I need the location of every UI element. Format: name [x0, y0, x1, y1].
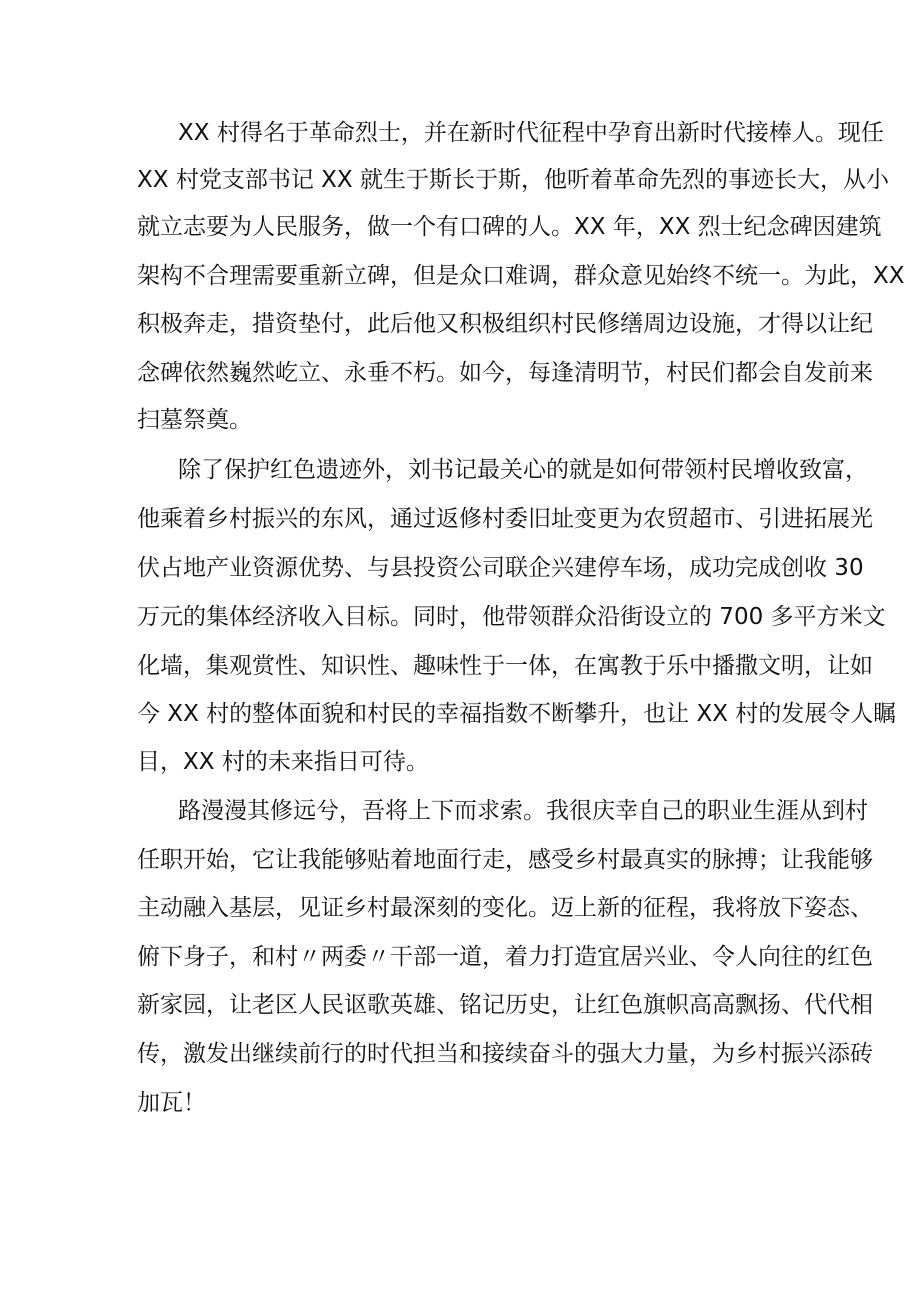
- paragraph-2-line-7: 目，XX 村的未来指日可待。: [137, 749, 429, 775]
- paragraph-3-line-3: 主动融入基层，见证乡村最深刻的变化。迈上新的征程，我将放下姿态、: [137, 895, 873, 921]
- paragraph-2-line-1: 除了保护红色遗迹外，刘书记最关心的就是如何带领村民增收致富，: [178, 457, 868, 483]
- paragraph-1-line-7: 扫墓祭奠。: [137, 407, 252, 433]
- paragraph-3-line-6: 传，激发出继续前行的时代担当和接续奋斗的强大力量，为乡村振兴添砖: [137, 1041, 873, 1067]
- paragraph-1-line-5: 积极奔走，措资垫付，此后他又积极组织村民修缮周边设施，才得以让纪: [137, 311, 873, 337]
- paragraph-2-line-3: 伏占地产业资源优势、与县投资公司联企兴建停车场，成功完成创收 30: [137, 555, 864, 581]
- paragraph-3-line-5: 新家园，让老区人民讴歌英雄、铭记历史，让红色旗帜高高飘扬、代代相: [137, 992, 873, 1018]
- paragraph-1-line-3: 就立志要为人民服务，做一个有口碑的人。XX 年，XX 烈士纪念碑因建筑: [137, 214, 882, 240]
- paragraph-2-line-2: 他乘着乡村振兴的东风，通过返修村委旧址变更为农贸超市、引进拓展光: [137, 506, 873, 532]
- paragraph-3-line-7: 加瓦！: [137, 1090, 206, 1116]
- paragraph-1-line-2: XX 村党支部书记 XX 就生于斯长于斯，他听着革命先烈的事迹长大，从小: [137, 167, 889, 193]
- paragraph-2-line-4: 万元的集体经济收入目标。同时，他带领群众沿街设立的 700 多平方米文: [137, 604, 886, 630]
- paragraph-1-line-4: 架构不合理需要重新立碑，但是众口难调，群众意见始终不统一。为此，XX: [137, 263, 905, 289]
- paragraph-3-line-1: 路漫漫其修远兮，吾将上下而求索。我很庆幸自己的职业生涯从到村: [178, 798, 868, 824]
- paragraph-2-line-5: 化墙，集观赏性、知识性、趣味性于一体，在寓教于乐中播撒文明，让如: [137, 653, 873, 679]
- paragraph-1-line-6: 念碑依然巍然屹立、永垂不朽。如今，每逢清明节，村民们都会自发前来: [137, 360, 873, 386]
- paragraph-1-line-1: XX 村得名于革命烈士，并在新时代征程中孕育出新时代接棒人。现任: [178, 120, 884, 146]
- paragraph-3-line-4: 俯下身子，和村〃两委〃干部一道，着力打造宜居兴业、令人向往的红色: [137, 944, 873, 970]
- paragraph-3-line-2: 任职开始，它让我能够贴着地面行走，感受乡村最真实的脉搏；让我能够: [137, 847, 873, 873]
- paragraph-2-line-6: 今 XX 村的整体面貌和村民的幸福指数不断攀升，也让 XX 村的发展令人瞩: [137, 701, 897, 727]
